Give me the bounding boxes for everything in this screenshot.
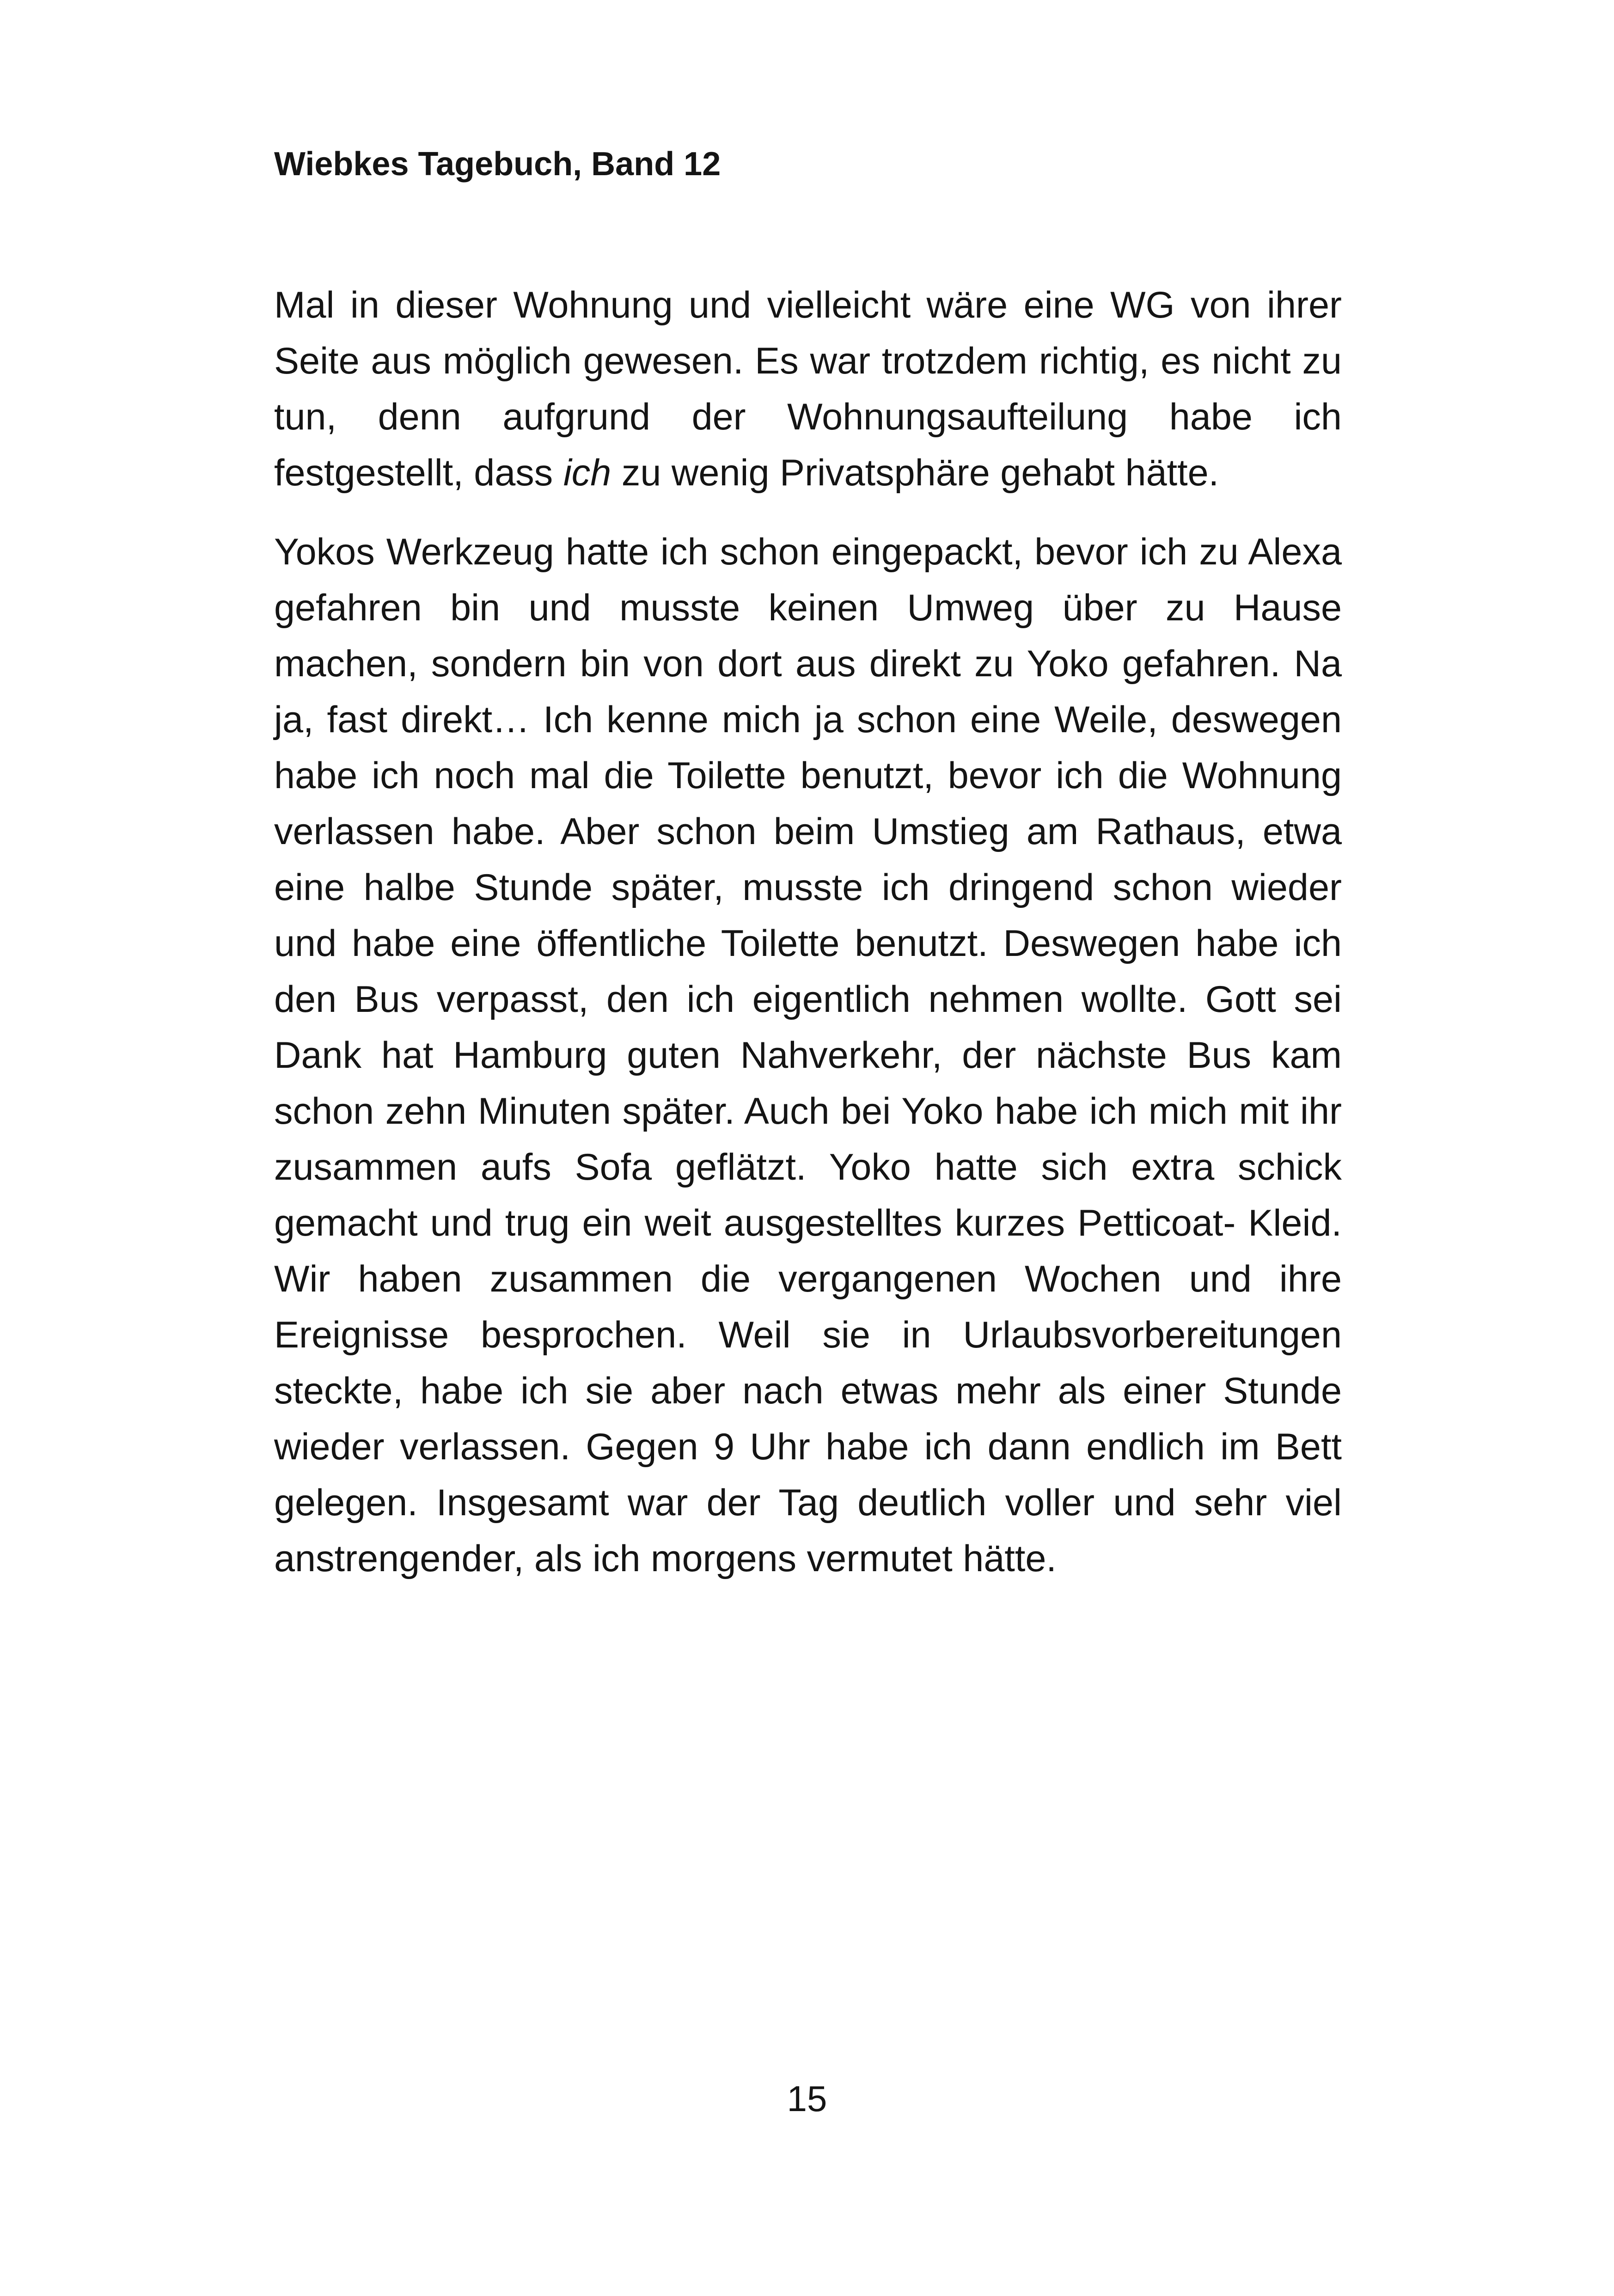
body-text xyxy=(274,277,1342,1610)
paragraph-1-emphasis: ich xyxy=(563,452,611,494)
running-header: Wiebkes Tagebuch, Band 12 xyxy=(274,146,721,183)
paragraph-1-text-start: Mal in dieser Wohnung und vielleicht wäre eine WG von ihrer Seite aus möglich gewesen. Es war trotzdem richtig, es nicht zu tun, denn aufgrund der Wohnungsaufteilung habe ich festgestellt, dass xyxy=(274,284,1342,494)
paragraph-2: Yokos Werkzeug hatte ich schon eingepackt, bevor ich zu Alexa gefahren bin und musste keinen Umweg über zu Hause machen, sondern bin von dort aus direkt zu Yoko gefahren. Na ja, fast direkt… Ich kenne mich ja schon eine Weile, deswegen habe ich noch mal die Toilette benutzt, bevor ich die Wohnung verlassen habe. Aber schon beim Umstieg am Rathaus, etwa eine halbe Stunde später, musste ich dringend schon wieder und habe eine öffentliche Toilette benutzt. Deswegen habe ich den Bus verpasst, den ich eigentlich nehmen wollte. Gott sei Dank hat Hamburg guten Nahverkehr, der nächste Bus kam schon zehn Minuten später. Auch bei Yoko habe ich mich mit ihr zusammen aufs Sofa geflätzt. Yoko hatte sich extra schick gemacht und trug ein weit ausgestelltes kurzes Petticoat- Kleid. Wir haben zusammen die vergangenen Wochen und ihre Ereignisse besprochen. Weil sie in Urlaubsvorbereitungen steckte, habe ich sie aber nach etwas mehr als einer Stunde wieder verlassen. Gegen 9 Uhr habe ich dann endlich im Bett gelegen. Insgesamt war der Tag deutlich voller und sehr viel anstrengender, als ich morgens vermutet hätte. xyxy=(274,531,1342,1580)
paragraph-1-text-end: zu wenig Privatsphäre gehabt hätte. xyxy=(611,452,1219,494)
paragraph-1 xyxy=(274,277,1342,501)
page-number: 15 xyxy=(787,2078,827,2119)
